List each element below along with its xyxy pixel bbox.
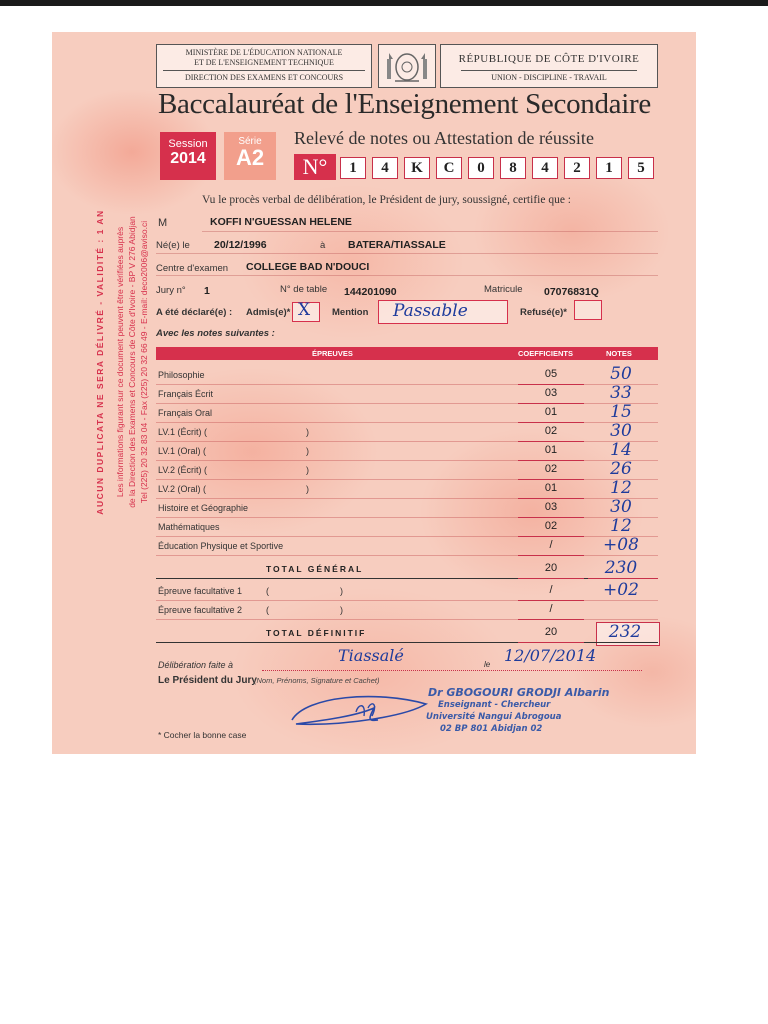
certificate-sheet [52,32,696,754]
signature-icon [286,686,436,732]
republic-box [440,44,658,88]
deliberation-label: Délibération faite à [158,660,234,670]
row-label: LV.1 (Oral) ( [158,446,207,456]
name-rule [202,231,658,232]
table-row [156,442,658,461]
optional-label: Épreuve facultative 1 [158,586,243,596]
table-row [156,537,658,556]
row-coef: 05 [544,368,558,380]
row-note: 14 [610,440,632,460]
row-label: LV.1 (Écrit) ( [158,427,208,437]
total-definitif-coef: 20 [544,626,558,638]
ministry-line-1: MINISTÈRE DE L'ÉDUCATION NATIONALE [185,48,343,57]
coat-of-arms-icon [379,45,435,87]
mention-value: Passable [393,301,468,321]
number-label: N° [294,154,336,180]
republic-motto: UNION - DISCIPLINE - TRAVAIL [491,73,607,82]
row-coef: 01 [544,406,558,418]
table-number: 144201090 [344,286,397,298]
row-coef: 02 [544,520,558,532]
row-note: +08 [603,535,639,555]
row-note: 26 [610,459,632,479]
table-row [156,480,658,499]
born-rule [156,253,658,254]
republic-name: RÉPUBLIQUE DE CÔTE D'IVOIRE [458,53,640,65]
date-label: le [484,660,491,669]
row-coef: 02 [544,463,558,475]
document-subtitle: Relevé de notes ou Attestation de réussite [294,128,594,148]
number-digit: C [436,157,462,179]
admis-label: Admis(e)* [246,307,291,318]
row-close-paren: ) [306,484,309,494]
stamp-line-1: Dr GBOGOURI GRODJI Albarin [428,686,610,699]
row-label: LV.2 (Oral) ( [158,484,207,494]
sidebar-line-4: Tel (225) 20 32 83 04 - Fax (225) 20 32 66 49 - E-mail: deco2006@aviso.ci [139,220,149,504]
refuse-checkbox[interactable] [574,300,602,320]
table-row [156,366,658,385]
scan-top-edge [0,0,768,6]
row-note: 30 [610,497,632,517]
born-label: Né(e) le [156,240,190,251]
number-digit: 4 [372,157,398,179]
col-coefficients: COEFFICIENTS [518,349,574,358]
number-digit: 8 [500,157,526,179]
grades-table-header [156,347,658,360]
table-row [156,461,658,480]
total-definitif-label: TOTAL DÉFINITIF [266,628,367,638]
optional-label: Épreuve facultative 2 [158,605,243,615]
deliberation-rule [262,670,642,672]
row-label: Éducation Physique et Sportive [158,541,284,551]
centre-label: Centre d'examen [156,263,229,274]
row-coef: / [549,539,553,551]
optional-open-paren: ( [266,586,269,596]
president-hint: (Nom, Prénoms, Signature et Cachet) [254,676,380,685]
president-label: Le Président du Jury [158,675,257,686]
row-coef: 01 [544,444,558,456]
declared-label: A été déclaré(e) : [156,307,233,318]
total-definitif-row [156,624,658,643]
civility-label: M [158,217,168,229]
ministry-line-2: ET DE L'ENSEIGNEMENT TECHNIQUE [194,58,334,67]
row-note: 30 [610,421,632,441]
born-at-label: à [320,240,326,251]
optional-coef: / [549,584,553,596]
born-date: 20/12/1996 [214,239,267,251]
stamp-line-3: Université Nangui Abrogoua [426,712,562,722]
row-note: 33 [610,383,632,403]
mention-box[interactable] [378,300,508,324]
table-row [156,499,658,518]
row-note: 15 [610,402,632,422]
row-note: 50 [610,364,632,384]
stamp-line-2: Enseignant - Chercheur [438,700,551,710]
deliberation-place: Tiassalé [338,646,404,665]
admis-check-mark: X [298,300,311,320]
header-divider [163,70,365,71]
sidebar-line-3: de la Direction des Examens et Concours de Côte d'Ivoire - BP V 276 Abidjan [127,216,137,508]
total-general-row [156,560,658,579]
row-label: Français Oral [158,408,213,418]
matricule-label: Matricule [484,284,523,295]
number-digit: 5 [628,157,654,179]
serie-label: Série [238,136,262,147]
matricule-number: 07076831Q [544,286,599,298]
serie-value: A2 [235,145,265,170]
row-label: LV.2 (Écrit) ( [158,465,208,475]
jury-label: Jury n° [156,285,186,296]
ministry-line-3: DIRECTION DES EXAMENS ET CONCOURS [184,73,344,82]
table-row [156,423,658,442]
notes-intro: Avec les notes suivantes : [156,328,275,339]
optional-note: +02 [603,580,639,600]
born-place: BATERA/TIASSALE [348,239,446,251]
coat-of-arms-emblem [378,44,436,88]
intro-text: Vu le procès verbal de délibération, le Président de jury, soussigné, certifie que : [202,194,571,206]
table-row [156,385,658,404]
optional-close-paren: ) [340,605,343,615]
number-digit: 2 [564,157,590,179]
row-coef: 02 [544,425,558,437]
ministry-box [156,44,372,88]
optional-row [156,601,658,620]
optional-coef: / [549,603,553,615]
row-label: Histoire et Géographie [158,503,249,513]
checkbox-note: * Cocher la bonne case [158,730,247,740]
number-digit: 0 [468,157,494,179]
number-digit: 1 [596,157,622,179]
sidebar-line-1: AUCUN DUPLICATA NE SERA DÉLIVRÉ - VALIDITÉ : 1 AN [95,209,105,515]
table-row [156,404,658,423]
sidebar-line-2: Les informations figurant sur ce document peuvent être vérifiées auprès [115,226,125,498]
total-general-coef: 20 [544,562,558,574]
table-row [156,518,658,537]
number-digit: 4 [532,157,558,179]
total-definitif-note: 232 [608,622,642,642]
table-label: N° de table [280,284,328,295]
total-general-note: 230 [604,558,638,578]
optional-open-paren: ( [266,605,269,615]
row-coef: 01 [544,482,558,494]
optional-row [156,582,658,601]
col-epreuves: ÉPREUVES [312,349,353,358]
number-digit: K [404,157,430,179]
page-title: Baccalauréat de l'Enseignement Secondaire [158,88,651,120]
row-label: Français Écrit [158,389,214,399]
row-close-paren: ) [306,446,309,456]
stamp-line-4: 02 BP 801 Abidjan 02 [440,724,543,734]
row-coef: 03 [544,387,558,399]
optional-close-paren: ) [340,586,343,596]
row-label: Philosophie [158,370,205,380]
total-general-label: TOTAL GÉNÉRAL [266,564,364,574]
candidate-name: KOFFI N'GUESSAN HELENE [210,216,352,228]
row-note: 12 [610,478,632,498]
row-close-paren: ) [306,427,309,437]
validity-sidebar [60,152,149,582]
admis-checkbox[interactable] [292,302,320,322]
centre-rule [156,275,658,276]
jury-number: 1 [204,285,210,297]
row-label: Mathématiques [158,522,220,532]
mention-label: Mention [332,307,369,318]
session-value: 2014 [170,150,206,167]
session-badge [160,132,216,180]
session-label: Session [168,138,208,150]
row-note: 12 [610,516,632,536]
number-digit: 1 [340,157,366,179]
serie-badge [224,132,276,180]
refuse-label: Refusé(e)* [520,307,567,318]
exam-centre: COLLEGE BAD N'DOUCI [246,261,370,273]
header-divider-2 [461,70,637,71]
row-coef: 03 [544,501,558,513]
col-notes: NOTES [606,349,632,358]
deliberation-date: 12/07/2014 [504,646,597,665]
row-close-paren: ) [306,465,309,475]
